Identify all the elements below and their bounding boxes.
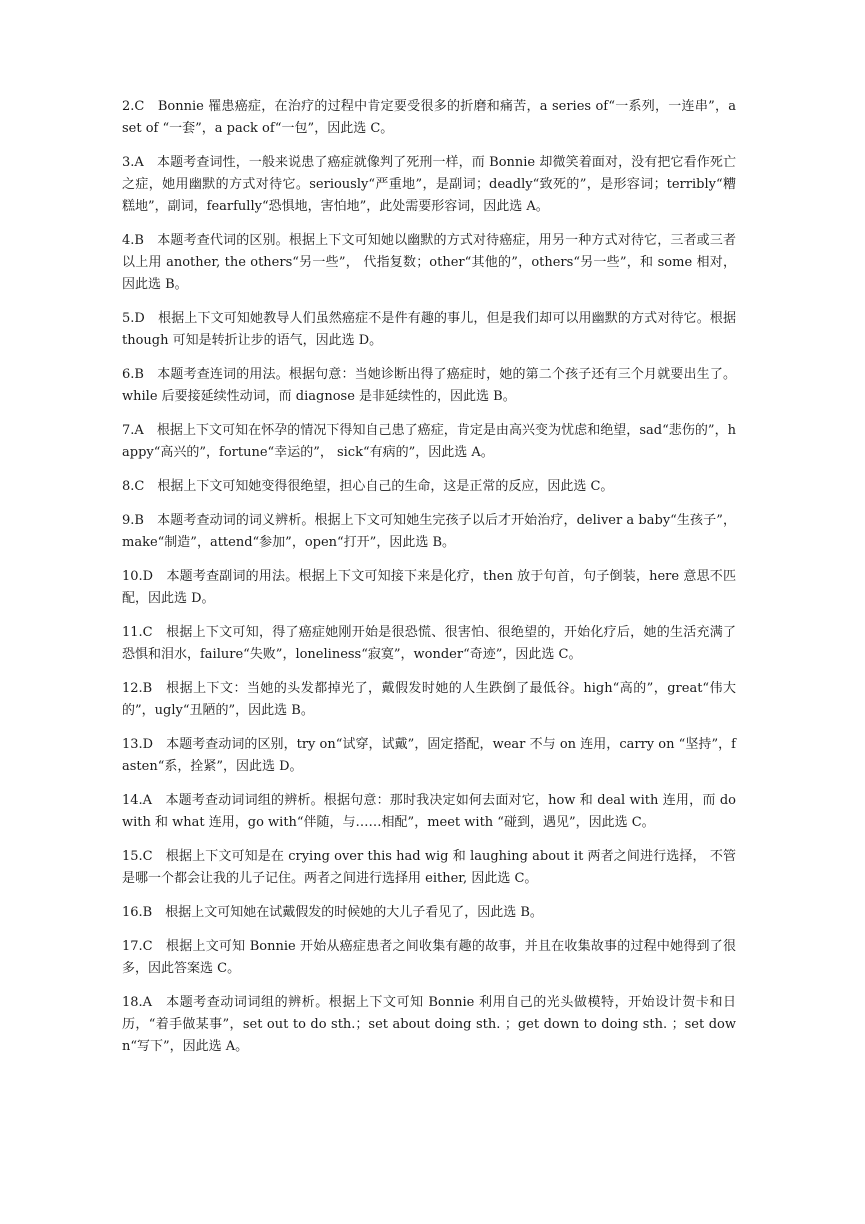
- explanation-q4: 4.B 本题考查代词的区别。根据上下文可知她以幽默的方式对待癌症，用另一种方式对待它，三者或三者以上用 another, the others“另一些”， 代指复数；other“其他的”，others“另一些”，和 some 相对，因此选 B。: [122, 233, 736, 292]
- explanation-q10: 10.D 本题考查副词的用法。根据上下文可知接下来是化疗，then 放于句首，句子倒装，here 意思不匹配，因此选 D。: [122, 569, 736, 606]
- explanation-q6: 6.B 本题考查连词的用法。根据句意：当她诊断出得了癌症时，她的第二个孩子还有三个月就要出生了。while 后要接延续性动词，而 diagnose 是非延续性的，因此选 B。: [122, 367, 736, 404]
- explanation-q3: 3.A 本题考查词性，一般来说患了癌症就像判了死刑一样，而 Bonnie 却微笑着面对，没有把它看作死亡之症，她用幽默的方式对待它。seriously“严重地”，是副词；deadly“致死的”，是形容词；terribly“糟糕地”，副词，fearfully“恐惧地，害怕地”，此处需要形容词，因此选 A。: [122, 155, 736, 214]
- explanation-q17: 17.C 根据上文可知 Bonnie 开始从癌症患者之间收集有趣的故事，并且在收集故事的过程中她得到了很多，因此答案选 C。: [122, 939, 736, 976]
- explanation-q13: 13.D 本题考查动词的区别，try on“试穿，试戴”，固定搭配，wear 不与 on 连用，carry on “坚持”，fasten“系，拴紧”，因此选 D。: [122, 737, 736, 774]
- explanation-q15: 15.C 根据上下文可知是在 crying over this had wig 和 laughing about it 两者之间进行选择， 不管是哪一个都会让我的儿子记住。两者之间进行选择用 either, 因此选 C。: [122, 849, 736, 886]
- explanation-q9: 9.B 本题考查动词的词义辨析。根据上下文可知她生完孩子以后才开始治疗，deliver a baby“生孩子”，make“制造”，attend“参加”，open“打开”，因此选 B。: [122, 513, 736, 550]
- explanation-q12: 12.B 根据上下文：当她的头发都掉光了，戴假发时她的人生跌倒了最低谷。high“高的”，great“伟大的”，ugly“丑陋的”，因此选 B。: [122, 681, 736, 718]
- explanation-q18: 18.A 本题考查动词词组的辨析。根据上下文可知 Bonnie 利用自己的光头做模特，开始设计贺卡和日历，“着手做某事”，set out to do sth.；set about doing sth. ；get down to doing sth. ；set down“写下”，因此选 A。: [122, 995, 736, 1054]
- explanation-q2: 2.C Bonnie 罹患癌症，在治疗的过程中肯定要受很多的折磨和痛苦，a series of“一系列，一连串”，a set of “一套”，a pack of“一包”，因此选 C。: [122, 99, 736, 136]
- answer-explanations: [122, 96, 736, 1070]
- explanation-q16: 16.B 根据上文可知她在试戴假发的时候她的大儿子看见了，因此选 B。: [122, 905, 543, 920]
- explanation-q11: 11.C 根据上下文可知，得了癌症她刚开始是很恐慌、很害怕、很绝望的，开始化疗后，她的生活充满了恐惧和泪水，failure“失败”，loneliness“寂寞”，wonder“奇迹”，因此选 C。: [122, 625, 736, 662]
- explanation-q7: 7.A 根据上下文可知在怀孕的情况下得知自己患了癌症，肯定是由高兴变为忧虑和绝望，sad“悲伤的”，happy“高兴的”，fortune“幸运的”， sick“有病的”，因此选 A。: [122, 423, 736, 460]
- explanation-q14: 14.A 本题考查动词词组的辨析。根据句意：那时我决定如何去面对它，how 和 deal with 连用，而 do with 和 what 连用，go with“伴随，与……相配”，meet with “碰到，遇见”，因此选 C。: [122, 793, 736, 830]
- explanation-q8: 8.C 根据上下文可知她变得很绝望，担心自己的生命，这是正常的反应，因此选 C。: [122, 479, 614, 494]
- explanation-q5: 5.D 根据上下文可知她教导人们虽然癌症不是件有趣的事儿，但是我们却可以用幽默的方式对待它。根据 though 可知是转折让步的语气，因此选 D。: [122, 311, 736, 348]
